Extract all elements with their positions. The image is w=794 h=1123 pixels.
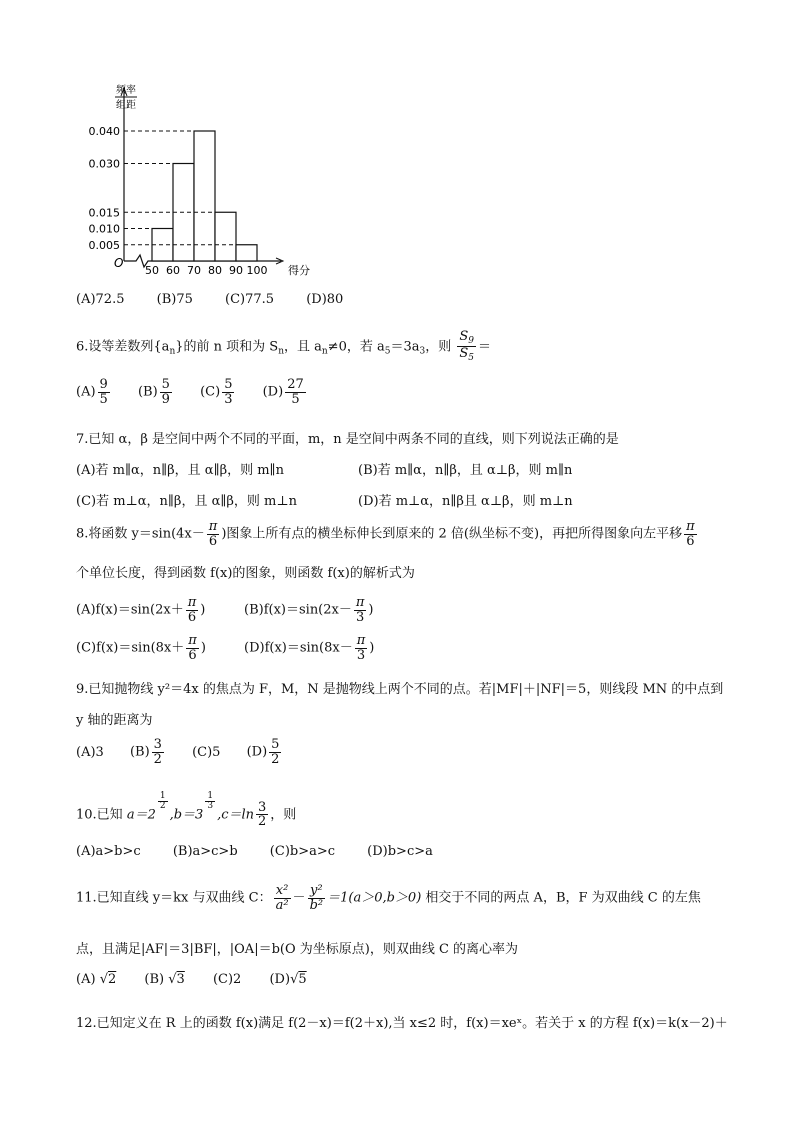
y-tick-label: 0.005 [88,238,120,252]
q6-text: }的前 n 项和为 S [175,339,279,355]
x-axis-label: 得分 [288,264,310,277]
q11-stem-2: 点，且满足|AF|＝3|BF|，|OA|＝b(O 为坐标原点)，则双曲线 C 的离心率为 [76,942,519,957]
numerator: S [459,329,469,344]
q7-option-d[interactable]: (D)若 m⊥α，n∥β且 α⊥β，则 m⊥n [358,494,573,509]
x-tick-label: 50 [145,264,159,277]
y-axis-label-bottom: 组距 [116,100,136,111]
q10-option-c[interactable]: (C)b>a>c [269,844,336,859]
x-tick-label: 100 [246,264,268,277]
q9-stem-2: y 轴的距离为 [76,713,153,728]
q7-option-b[interactable]: (B)若 m∥α，n∥β，且 α⊥β，则 m∥n [358,463,573,478]
q8-option-a[interactable]: (A)f(x)＝sin(2x＋ $\frac{\pi}{6}$ ) [76,595,206,625]
q7-option-a[interactable]: (A)若 m∥α，n∥β，且 α∥β，则 m∥n [76,463,284,478]
y-tick-label: 0.030 [88,157,120,171]
q6-option-d[interactable]: (D) $\frac{27}{5}$ [262,377,304,407]
q5-option-d[interactable]: (D)80 [306,292,344,307]
q8-text: 8.将函数 y＝sin(4x－ [76,526,205,542]
y-axis-label-top: 频率 [116,85,136,96]
q6-option-b[interactable]: (B) $\frac{5}{9}$ [137,377,170,407]
q5-option-b[interactable]: (B)75 [156,292,193,307]
q6-option-c[interactable]: (C) $\frac{5}{3}$ [200,377,233,407]
subscript: 9 [468,336,475,346]
q9-options [76,738,311,766]
subscript: n [278,346,284,357]
subscript: 5 [384,346,391,357]
q11-option-d[interactable]: (D)√5 [269,972,307,987]
q10-option-d[interactable]: (D)b>c>a [367,844,433,859]
q10-options [76,844,461,859]
q8-text: )图象上所有点的横坐标伸长到原来的 2 倍(纵坐标不变)，再把所得图象向左平移 [221,526,683,542]
y-tick-label: 0.040 [88,125,120,138]
q5-option-a[interactable]: (A)72.5 [76,292,125,307]
histogram-bar [215,212,236,261]
q11-option-a[interactable]: (A) √2 [76,972,117,987]
q6-options [76,378,336,406]
q9-option-c[interactable]: (C)5 [192,744,221,760]
q9-option-a[interactable]: (A)3 [76,744,104,760]
histogram-bar [194,131,215,261]
q8-option-d[interactable]: (D)f(x)＝sin(8x－ $\frac{\pi}{3}$ ) [244,633,375,663]
q10-option-a[interactable]: (A)a>b>c [76,844,141,859]
q6-text: ，则 [425,339,452,355]
q6-text: ＝ [478,339,492,355]
subscript: 3 [419,346,426,357]
q5-option-c[interactable]: (C)77.5 [225,292,275,307]
q10-stem: 10.已知 a＝2 $\frac{1}{2}$ ,b＝3 $\frac{1}{3}$ ,c＝ln $\frac{3}{2}$ ，则 [76,791,297,830]
histogram-chart [76,80,316,285]
q9-stem: 9.已知抛物线 y²＝4x 的焦点为 F，M，N 是抛物线上两个不同的点。若|MF|＋|NF|＝5，则线段 MN 的中点到 [76,682,724,697]
q9-option-d[interactable]: (D) $\frac{5}{2}$ [246,737,280,767]
q6-stem [76,330,491,364]
subscript: 5 [468,353,475,364]
q6-fraction [457,330,476,364]
q12-stem: 12.已知定义在 R 上的函数 f(x)满足 f(2－x)＝f(2＋x),当 x≤2 时，f(x)＝xeˣ。若关于 x 的方程 f(x)＝k(x－2)＋ [76,1016,728,1031]
q11-stem: 11.已知直线 y＝kx 与双曲线 C： $\frac{\text{x²}}{\text{a²}}$ － $\frac{\text{y²}}{\text{b²}}$ ＝1(a＞0,b＞0) 相交于不同的两点 A，B，F 为双曲线 C 的左焦 [76,883,701,913]
y-tick-label: 0.010 [88,222,120,236]
q8-stem: 8.将函数 y＝sin(4x－ $\frac{\pi}{6}$ )图象上所有点的横坐标伸长到原来的 2 倍(纵坐标不变)，再把所得图象向左平移 $\frac{\pi}{6}$ [76,519,695,549]
q7-stem: 7.已知 α，β 是空间中两个不同的平面，m，n 是空间中两条不同的直线，则下列说法正确的是 [76,432,619,447]
x-tick-label: 90 [229,264,243,277]
q10-option-b[interactable]: (B)a>c>b [172,844,238,859]
x-tick-label: 80 [208,264,222,277]
x-tick-label: 70 [187,264,201,277]
q8-stem-2: 个单位长度，得到函数 f(x)的图象，则函数 f(x)的解析式为 [76,566,415,581]
x-tick-label: 60 [166,264,180,277]
q6-option-a[interactable]: (A) $\frac{9}{5}$ [76,377,108,407]
q8-option-b[interactable]: (B)f(x)＝sin(2x－ $\frac{\pi}{3}$ ) [244,595,374,625]
q11-option-c[interactable]: (C)2 [212,972,242,987]
histogram-bar [236,245,257,261]
denominator: S [459,346,469,362]
y-tick-label: 0.015 [88,206,120,220]
q6-text: ＝3a [390,339,420,355]
q7-option-c[interactable]: (C)若 m⊥α，n∥β，且 α∥β，则 m⊥n [76,494,297,509]
q11-option-b[interactable]: (B) √3 [144,972,185,987]
q6-text: ，且 a [283,339,322,355]
subscript: n [169,346,176,357]
q6-text: ≠0，若 a [327,339,385,355]
origin-label: O [114,256,124,270]
q8-option-c[interactable]: (C)f(x)＝sin(8x＋ $\frac{\pi}{6}$ ) [76,633,206,663]
q5-options [76,292,371,307]
subscript: n [321,346,328,357]
q9-option-b[interactable]: (B) $\frac{3}{2}$ [129,737,162,767]
q6-text: 6.设等差数列{a [76,339,170,355]
q11-options [76,972,335,987]
